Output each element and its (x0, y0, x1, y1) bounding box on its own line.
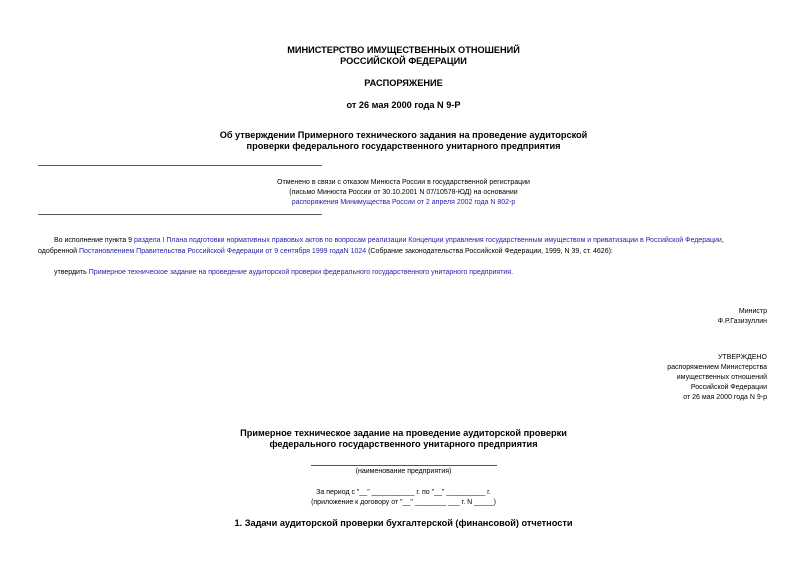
approval-line5: от 26 мая 2000 года N 9-р (683, 394, 767, 401)
document-title-line2: проверки федерального государственного унитарного предприятия (246, 141, 561, 151)
plan-section-link[interactable]: раздела I Плана подготовки нормативных правовых актов по вопросам реализации Концепции управления государственным имуществом и приватизации в Российской Федерации (134, 237, 722, 244)
divider-bottom (38, 214, 322, 215)
status-note-line1: Отменено в связи с отказом Минюста России в государственной регистрации (277, 179, 530, 186)
organization-name-line (311, 465, 497, 466)
signature-name: Ф.Р.Газизуллин (717, 318, 767, 325)
ministry-name-line2: РОССИЙСКОЙ ФЕДЕРАЦИИ (340, 56, 467, 66)
status-note-link[interactable]: распоряжения Минимущества России от 2 апреля 2002 года N 802-р (291, 199, 516, 206)
appendix-title-line2: федерального государственного унитарного предприятия (269, 439, 538, 449)
approval-line1: УТВЕРЖДЕНО (717, 354, 767, 361)
section-1-heading: 1. Задачи аудиторской проверки бухгалтерской (финансовой) отчетности (234, 518, 573, 528)
body-paragraph-2 (54, 268, 513, 278)
document-title-line1: Об утверждении Примерного технического задания на проведение аудиторской (219, 130, 588, 140)
approval-line3: имущественных отношений (676, 374, 767, 381)
approval-line2: распоряжением Министерства (667, 364, 767, 371)
document-date: от 26 мая 2000 года N 9-Р (346, 100, 461, 110)
government-resolution-link[interactable]: Постановлением Правительства Российской Федерации от 9 сентября 1999 годаN 1024 (79, 248, 367, 255)
organization-caption: (наименование предприятия) (355, 468, 452, 475)
approval-line4: Российской Федерации (690, 384, 767, 391)
body-text: , (721, 237, 724, 244)
document-type: РАСПОРЯЖЕНИЕ (364, 78, 443, 88)
appendix-title-line1: Примерное техническое задание на проведение аудиторской проверки (240, 428, 567, 438)
body-text: Во исполнение пункта 9 (54, 237, 135, 244)
body-text: одобренной (38, 248, 79, 255)
body-paragraph-1-line1 (54, 236, 770, 246)
body-paragraph-1-line2 (38, 247, 613, 257)
body-text: утвердить (54, 269, 89, 276)
status-note-line2: (письмо Минюста России от 30.10.2001 N 07/10578-ЮД) на основании (289, 189, 518, 196)
body-text: (Собрание законодательства Российской Федерации, 1999, N 39, ст. 4626): (366, 248, 613, 255)
period-line: За период с "__" ___________ г. по "__" __________ г. (316, 489, 491, 496)
body-text: . (511, 269, 514, 276)
technical-task-link[interactable]: Примерное техническое задание на проведение аудиторской проверки федерального государственного унитарного предприятия (88, 269, 512, 276)
contract-line: (приложение к договору от "__" ________ ___ г. N _____) (311, 499, 496, 506)
divider-top (38, 165, 322, 166)
signature-position: Министр (738, 308, 767, 315)
ministry-name-line1: МИНИСТЕРСТВО ИМУЩЕСТВЕННЫХ ОТНОШЕНИЙ (287, 45, 520, 55)
